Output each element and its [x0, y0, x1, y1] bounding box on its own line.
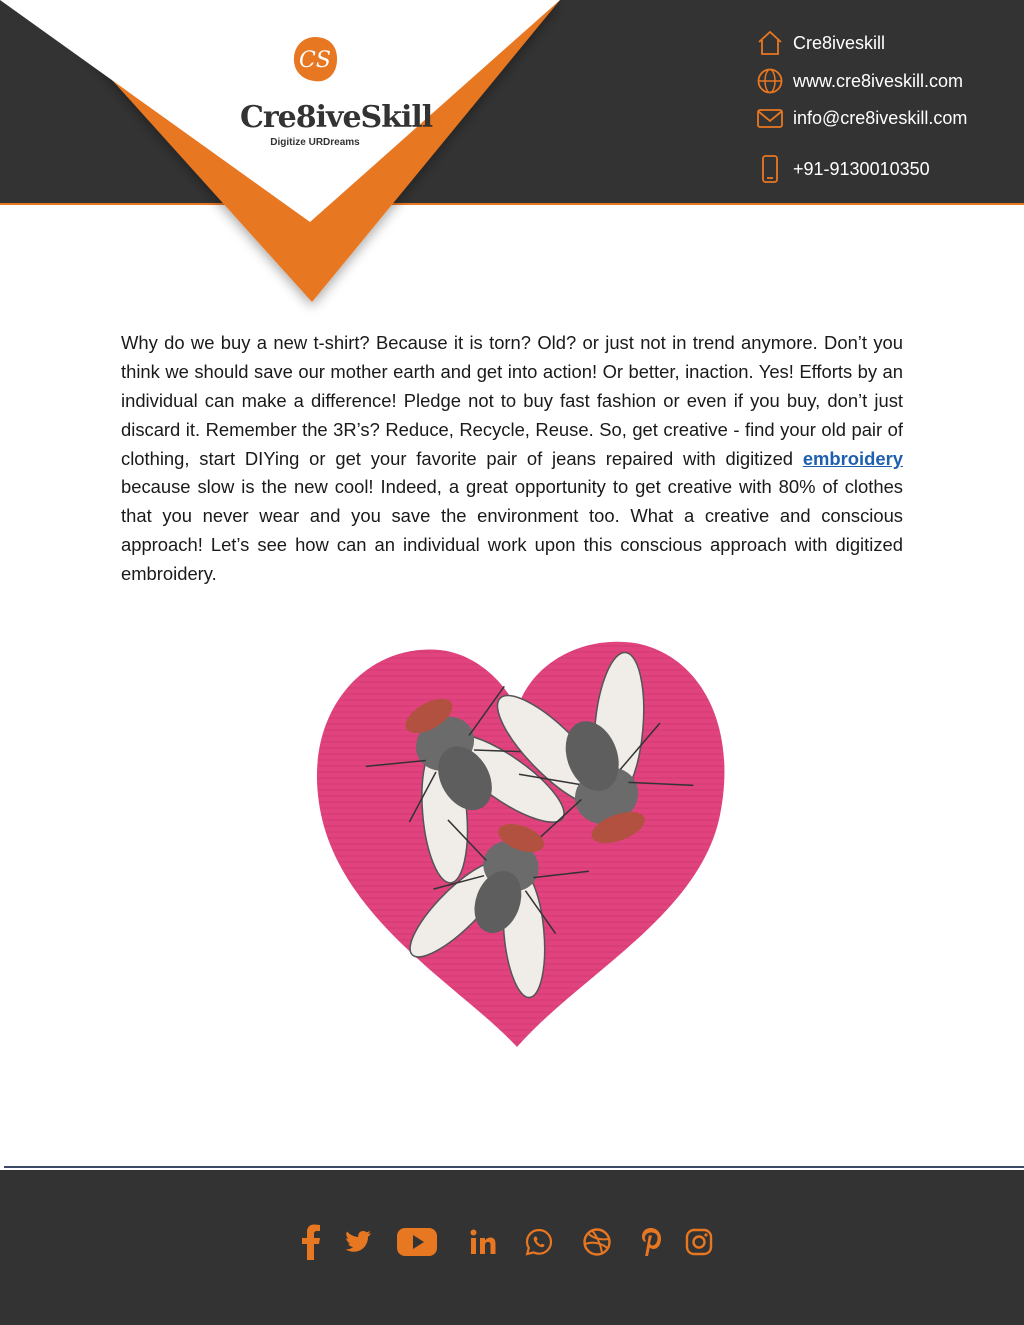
contact-company-text: Cre8iveskill: [793, 32, 886, 53]
twitter-icon[interactable]: [343, 1220, 373, 1264]
logo-name: Cre8iveSkill: [240, 100, 433, 135]
mail-icon: [755, 103, 785, 133]
logo-mark-icon: [290, 35, 340, 85]
facebook-icon[interactable]: [298, 1220, 324, 1264]
article-text-after-link: because slow is the new cool! Indeed, a great opportunity to get creative with 80% of clothes that you never wear and you save the environment too. What a creative and conscious approach! Let’s see how can an individual work upon this conscious approach with digitized embroidery.: [121, 476, 903, 584]
logo-tagline: Digitize URDreams: [270, 137, 360, 148]
linkedin-icon[interactable]: [468, 1220, 498, 1264]
pinterest-icon[interactable]: [638, 1220, 664, 1264]
home-icon: [755, 28, 785, 58]
contact-phone-text: +91-9130010350: [793, 158, 930, 179]
article-paragraph: [121, 329, 903, 588]
contact-email-text: info@cre8iveskill.com: [793, 107, 968, 128]
instagram-icon[interactable]: [684, 1220, 714, 1264]
contact-company[interactable]: [755, 28, 1015, 58]
youtube-icon[interactable]: [396, 1220, 438, 1264]
contact-website[interactable]: [755, 66, 1015, 96]
whatsapp-icon[interactable]: [523, 1220, 555, 1264]
article-text-before-link: Why do we buy a new t-shirt? Because it is torn? Old? or just not in trend anymore. Don’t you think we should save our mother earth and get into action! Or better, inaction. Yes! Efforts by an individual can make a difference! Pledge not to buy fast fashion or even if you buy, don’t just discard it. Remember the 3R’s? Reduce, Recycle, Reuse. So, get creative - find your old pair of clothing, start DIYing or get your favorite pair of jeans repaired with digitized: [121, 332, 903, 469]
dribbble-icon[interactable]: [580, 1220, 614, 1264]
brand-logo[interactable]: [240, 35, 433, 155]
footer-divider: [4, 1166, 1024, 1168]
embroidered-heart-image: [290, 625, 730, 1055]
embroidery-link[interactable]: embroidery: [802, 447, 903, 469]
logo-initials: CS: [299, 48, 331, 73]
contact-phone[interactable]: [755, 154, 1015, 184]
globe-icon: [755, 66, 785, 96]
contact-email[interactable]: [755, 103, 1015, 133]
phone-icon: [755, 154, 785, 184]
contact-website-text: www.cre8iveskill.com: [793, 70, 964, 91]
footer-bar: [0, 1170, 1024, 1325]
